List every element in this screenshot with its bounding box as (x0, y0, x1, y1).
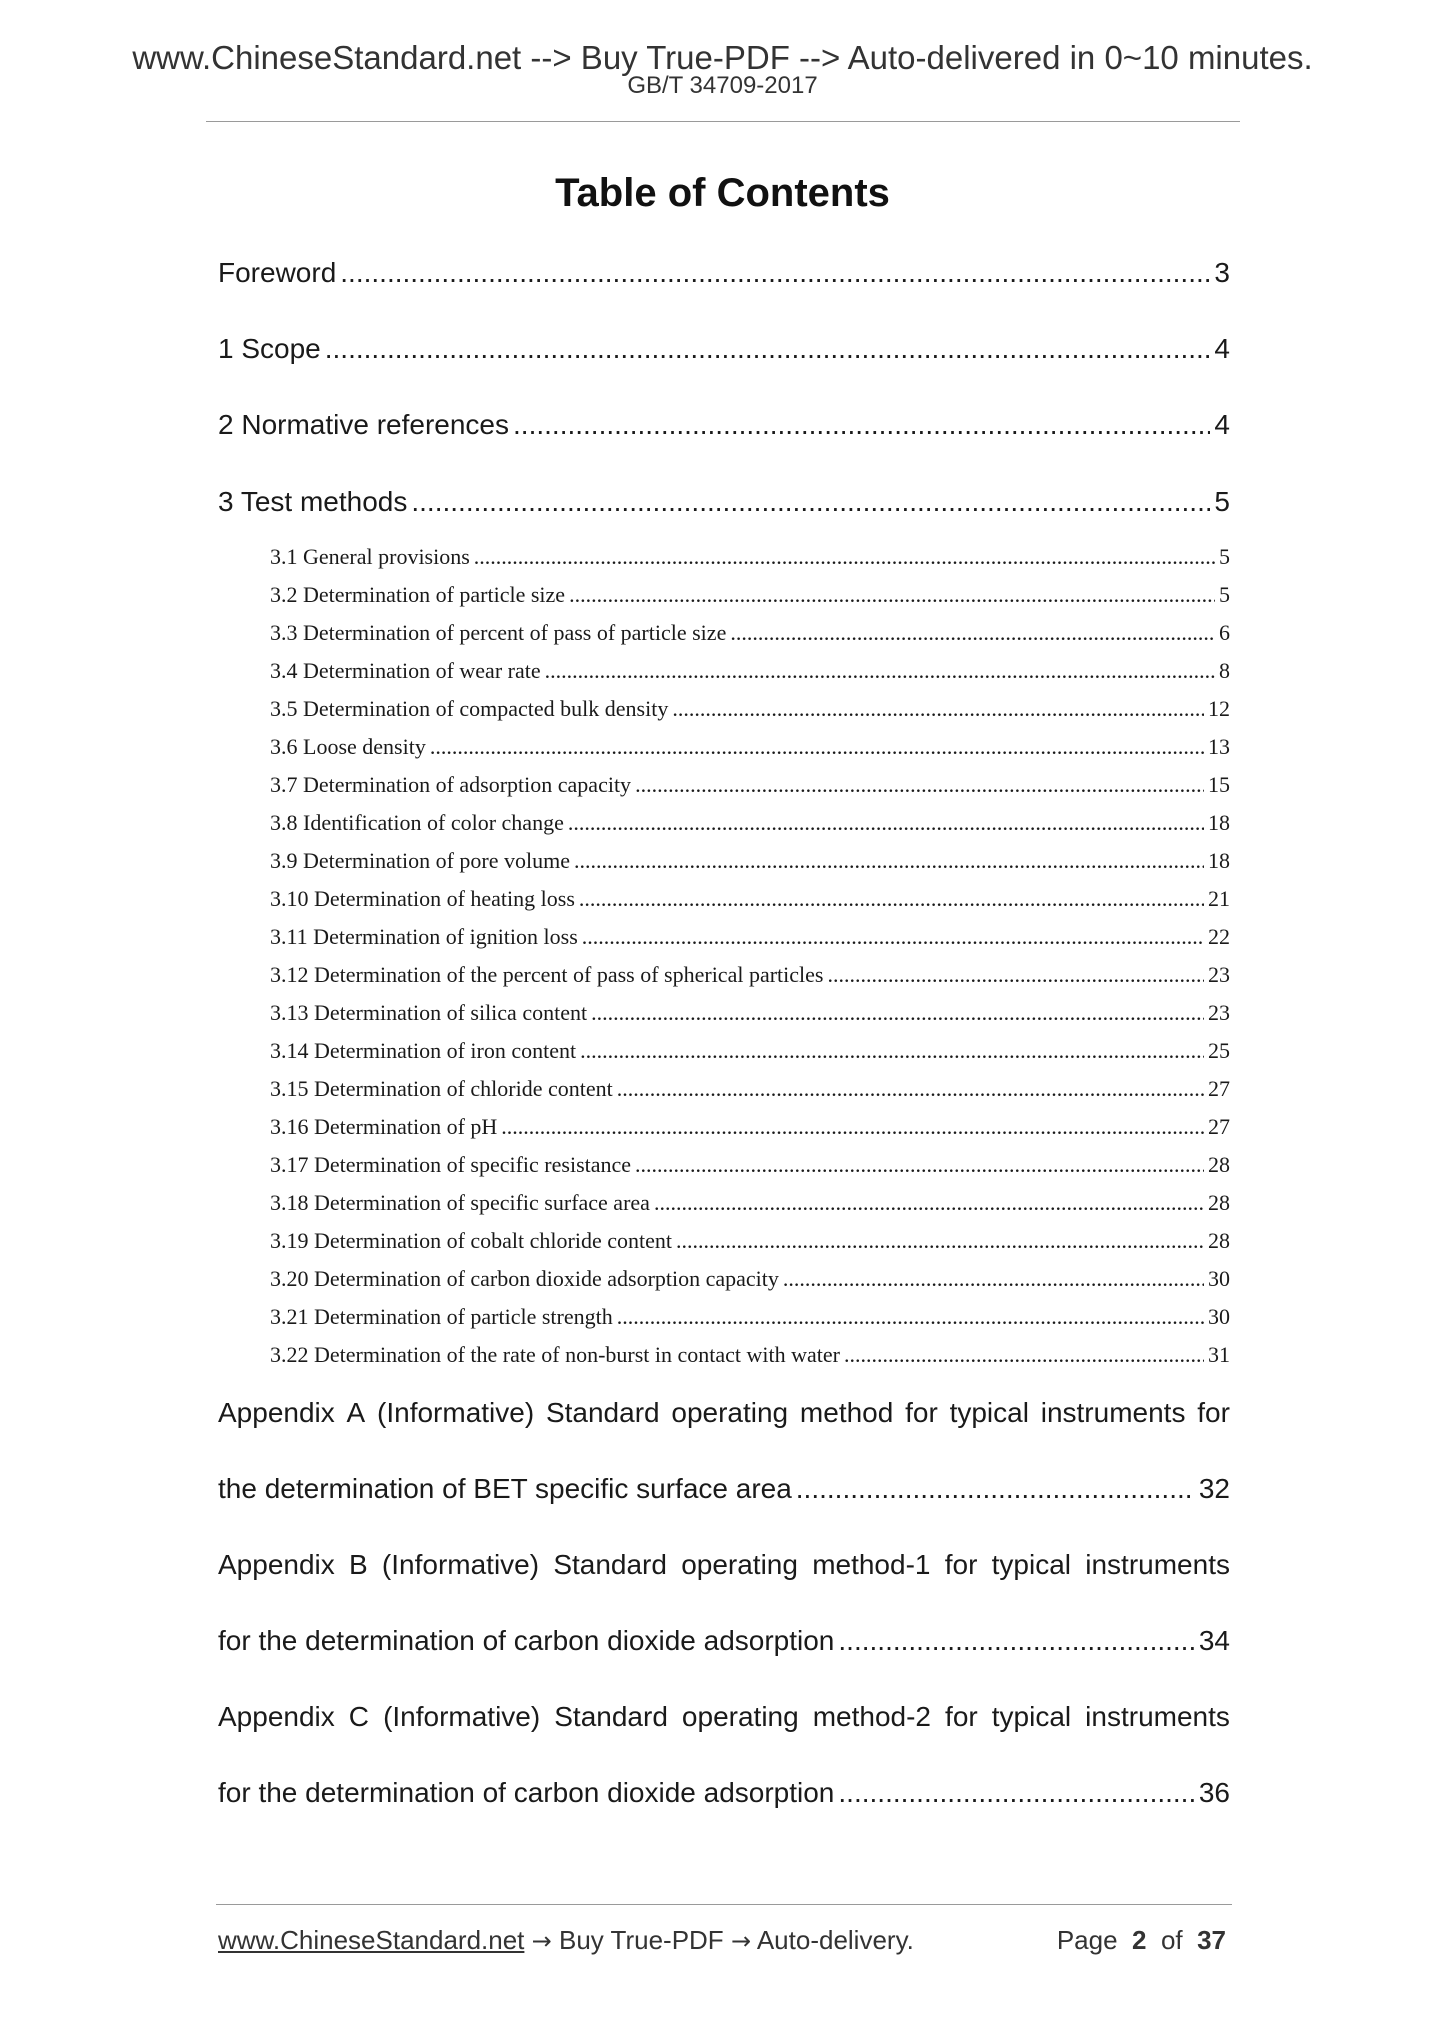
word: Appendix (218, 1397, 335, 1428)
toc-sub-entry (270, 884, 1230, 914)
toc-entry-label: 3.3 Determination of percent of pass of particle size (270, 620, 727, 645)
page-footer (218, 1922, 1230, 1958)
toc-page-number: 21 (1208, 886, 1230, 911)
toc-entry-label: for the determination of carbon dioxide adsorption (218, 1625, 835, 1656)
toc-leader-dots (513, 405, 1210, 445)
word: B (349, 1549, 368, 1580)
toc-entry-label: the determination of BET specific surface area (218, 1473, 792, 1504)
toc-page-number: 31 (1208, 1342, 1230, 1367)
toc-leader-dots (569, 580, 1215, 610)
toc-entry-label: 3.6 Loose density (270, 734, 426, 759)
word: typical (991, 1701, 1072, 1732)
top-banner: www.ChineseStandard.net --> Buy True-PDF --> Auto-delivered in 0~10 minutes. (132, 39, 1313, 76)
toc-entry-label: 3.14 Determination of iron content (270, 1038, 577, 1063)
word: operating (681, 1701, 799, 1732)
toc-entry-label: for the determination of carbon dioxide adsorption (218, 1777, 835, 1808)
word: operating (681, 1549, 798, 1580)
toc-page-number: 18 (1208, 848, 1230, 873)
toc-leader-dots (827, 960, 1204, 990)
toc-major-entry (218, 405, 1230, 445)
toc-entry-label: 3.16 Determination of pH (270, 1114, 498, 1139)
toc-sub-entry (270, 580, 1230, 610)
toc-entry-label: 3.12 Determination of the percent of pass of spherical particles (270, 962, 824, 987)
toc-page-number: 36 (1198, 1777, 1230, 1808)
toc-page-number: 23 (1208, 1000, 1230, 1025)
toc-page-number: 25 (1208, 1038, 1230, 1063)
toc-appendix-entry (218, 1393, 1230, 1509)
toc-leader-dots (582, 922, 1204, 952)
toc-entry-label: 3.18 Determination of specific surface area (270, 1190, 650, 1215)
toc-entry-label: 3.11 Determination of ignition loss (270, 924, 578, 949)
toc-major-entry (218, 482, 1230, 522)
word: typical (991, 1549, 1072, 1580)
toc-sub-entry (270, 1302, 1230, 1332)
current-page-number: 2 (1132, 1925, 1147, 1955)
toc-entry-label: Foreword (218, 257, 337, 288)
word: for (1197, 1397, 1230, 1428)
toc-sub-entry (270, 656, 1230, 686)
toc-sub-entry (270, 1226, 1230, 1256)
footer-divider (216, 1904, 1232, 1905)
toc-sub-entry (270, 732, 1230, 762)
toc-leader-dots (545, 656, 1215, 686)
toc-page-number: 3 (1214, 257, 1230, 288)
word: operating (671, 1397, 789, 1428)
toc-appendix-line-1 (218, 1393, 1230, 1433)
toc-entry-label: 3.21 Determination of particle strength (270, 1304, 613, 1329)
footer-text-delivery: Auto-delivery. (756, 1925, 914, 1955)
word: Standard (554, 1701, 668, 1732)
toc-entry-label: 3.19 Determination of cobalt chloride content (270, 1228, 672, 1253)
toc-entry-label: 3.22 Determination of the rate of non-burst in contact with water (270, 1342, 840, 1367)
toc-leader-dots (574, 846, 1204, 876)
toc-sub-entry (270, 1112, 1230, 1142)
toc-page-number: 30 (1208, 1266, 1230, 1291)
toc-leader-dots (411, 482, 1210, 522)
toc-sub-entry (270, 1264, 1230, 1294)
word: Standard (545, 1397, 660, 1428)
toc-sub-entry (270, 1074, 1230, 1104)
word: method-2 (812, 1701, 932, 1732)
word: instruments (1040, 1397, 1186, 1428)
toc-leader-dots (676, 1226, 1204, 1256)
toc-leader-dots (340, 253, 1210, 293)
toc-page-number: 6 (1219, 620, 1230, 645)
toc-leader-dots (796, 1469, 1195, 1509)
word: for (945, 1701, 978, 1732)
toc-page-number: 34 (1198, 1625, 1230, 1656)
toc-sub-entry (270, 694, 1230, 724)
toc-leader-dots (430, 732, 1204, 762)
toc-leader-dots (325, 329, 1211, 369)
word: instruments (1085, 1701, 1230, 1732)
toc-leader-dots (617, 1074, 1204, 1104)
toc-appendix-line-2 (218, 1621, 1230, 1661)
footer-text-buy: Buy True-PDF (558, 1925, 724, 1955)
word: A (346, 1397, 366, 1428)
toc-page-number: 23 (1208, 962, 1230, 987)
of-word: of (1160, 1925, 1183, 1955)
toc-sub-entry (270, 1036, 1230, 1066)
toc-major-entry (218, 329, 1230, 369)
toc-leader-dots (635, 1150, 1204, 1180)
word: method-1 (812, 1549, 931, 1580)
toc-entry-label: 3.8 Identification of color change (270, 810, 564, 835)
word: typical (949, 1397, 1029, 1428)
toc-sub-entry (270, 1340, 1230, 1370)
toc-entry-label: 3.1 General provisions (270, 544, 470, 569)
toc-page-number: 5 (1214, 486, 1230, 517)
arrow-right-icon: → (531, 1927, 552, 1955)
toc-major-entry (218, 253, 1230, 293)
toc-sub-entry (270, 922, 1230, 952)
word: (Informative) (383, 1701, 541, 1732)
page-indicator (1057, 1922, 1226, 1958)
toc-sub-entry (270, 808, 1230, 838)
toc-sub-entry (270, 1150, 1230, 1180)
toc-page-number: 12 (1208, 696, 1230, 721)
word: instruments (1085, 1549, 1230, 1580)
toc-sub-entry (270, 770, 1230, 800)
toc-appendix-line-2 (218, 1469, 1230, 1509)
toc-appendix-line-1 (218, 1545, 1230, 1585)
toc-entry-label: 3.2 Determination of particle size (270, 582, 566, 607)
toc-sub-entry (270, 846, 1230, 876)
toc-entry-label: 3.15 Determination of chloride content (270, 1076, 613, 1101)
toc-entry-label: 1 Scope (218, 333, 321, 364)
toc-leader-dots (783, 1264, 1204, 1294)
toc-page-number: 5 (1219, 544, 1230, 569)
toc-entry-label: 2 Normative references (218, 409, 510, 440)
toc-page-number: 28 (1208, 1190, 1230, 1215)
word: method (799, 1397, 894, 1428)
toc-page-number: 8 (1219, 658, 1230, 683)
toc-sub-entries (218, 542, 1230, 1370)
toc-page-number: 13 (1208, 734, 1230, 759)
footer-site-link[interactable]: www.ChineseStandard.net (218, 1925, 525, 1955)
toc-page-number: 27 (1208, 1114, 1230, 1139)
word: (Informative) (377, 1397, 535, 1428)
toc-leader-dots (654, 1188, 1204, 1218)
toc-appendix-entry (218, 1545, 1230, 1661)
toc-page-number: 28 (1208, 1152, 1230, 1177)
toc-entry-label: 3.5 Determination of compacted bulk density (270, 696, 669, 721)
toc-leader-dots (617, 1302, 1204, 1332)
toc-entry-label: 3.4 Determination of wear rate (270, 658, 541, 683)
toc-page-number: 22 (1208, 924, 1230, 949)
toc-leader-dots (635, 770, 1204, 800)
toc-page-number: 18 (1208, 810, 1230, 835)
toc-leader-dots (579, 884, 1204, 914)
toc-leader-dots (844, 1340, 1204, 1370)
document-code: GB/T 34709-2017 (627, 72, 818, 99)
header-divider (206, 121, 1240, 122)
toc-page-number: 28 (1208, 1228, 1230, 1253)
word: Standard (553, 1549, 667, 1580)
toc-appendix-entry (218, 1697, 1230, 1813)
toc-entry-label: 3.20 Determination of carbon dioxide adsorption capacity (270, 1266, 779, 1291)
toc-leader-dots (838, 1773, 1194, 1813)
total-pages-number: 37 (1197, 1925, 1226, 1955)
toc-leader-dots (568, 808, 1204, 838)
toc-leader-dots (501, 1112, 1204, 1142)
toc-appendix-line-1 (218, 1697, 1230, 1737)
toc-leader-dots (730, 618, 1215, 648)
word: for (944, 1549, 978, 1580)
toc-leader-dots (580, 1036, 1204, 1066)
toc-entry-label: 3 Test methods (218, 486, 408, 517)
word: Appendix (218, 1549, 335, 1580)
word: (Informative) (381, 1549, 540, 1580)
toc-sub-entry (270, 1188, 1230, 1218)
toc-leader-dots (672, 694, 1204, 724)
toc-title: Table of Contents (555, 171, 890, 215)
toc-leader-dots (591, 998, 1204, 1028)
toc-sub-entry (270, 542, 1230, 572)
toc-leader-dots (838, 1621, 1194, 1661)
toc-page-number: 15 (1208, 772, 1230, 797)
toc-page-number: 5 (1219, 582, 1230, 607)
word: Appendix (218, 1701, 335, 1732)
word: for (905, 1397, 938, 1428)
toc-page-number: 4 (1214, 409, 1230, 440)
toc-entry-label: 3.9 Determination of pore volume (270, 848, 570, 873)
arrow-right-icon: → (730, 1927, 752, 1955)
toc-page-number: 4 (1214, 333, 1230, 364)
word: C (348, 1701, 370, 1732)
page-word: Page (1056, 1925, 1118, 1955)
toc-page-number: 32 (1198, 1473, 1230, 1504)
toc-page-number: 30 (1208, 1304, 1230, 1329)
toc-sub-entry (270, 960, 1230, 990)
toc-appendix-line-2 (218, 1773, 1230, 1813)
toc-entry-label: 3.13 Determination of silica content (270, 1000, 588, 1025)
toc-leader-dots (474, 542, 1215, 572)
toc-entry-label: 3.7 Determination of adsorption capacity (270, 772, 632, 797)
toc-sub-entry (270, 618, 1230, 648)
toc-page-number: 27 (1208, 1076, 1230, 1101)
toc-entry-label: 3.17 Determination of specific resistance (270, 1152, 632, 1177)
toc-sub-entry (270, 998, 1230, 1028)
toc-entry-label: 3.10 Determination of heating loss (270, 886, 575, 911)
